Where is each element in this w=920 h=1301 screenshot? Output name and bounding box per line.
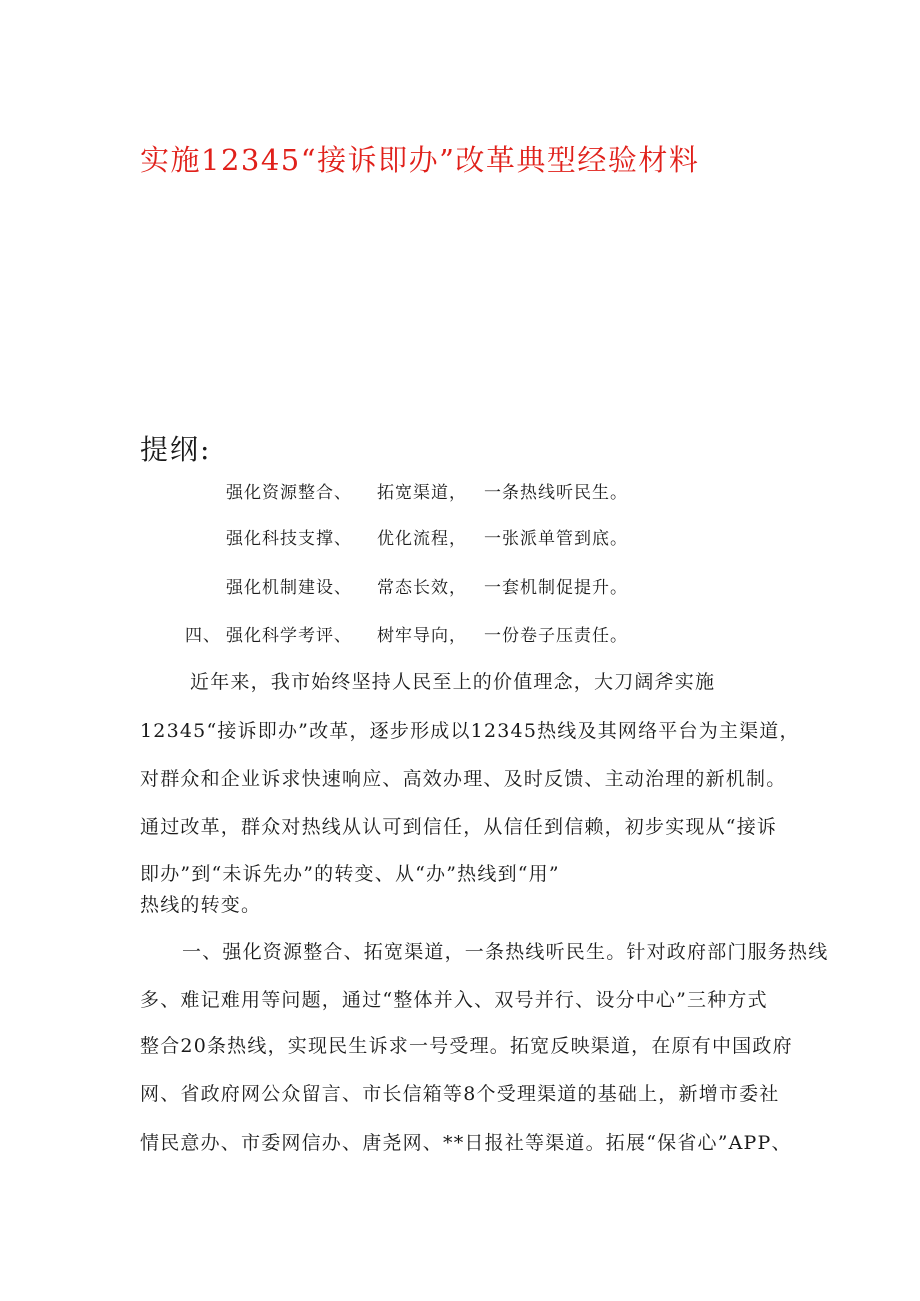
outline-item-4-part-b: 树牢导向， (377, 626, 467, 646)
paragraph-1-line-3: 对群众和企业诉求快速响应、高效办理、及时反馈、主动治理的新机制。 (140, 768, 787, 790)
outline-item-2-part-a: 强化科技支撑、 (226, 529, 352, 549)
outline-item-4-part-a: 强化科学考评、 (226, 626, 352, 646)
outline-item-2-part-b: 优化流程， (377, 529, 467, 549)
paragraph-2-line-1: 一、强化资源整合、拓宽渠道，一条热线听民生。针对政府部门服务热线 (182, 941, 829, 963)
outline-item-3 (226, 573, 628, 598)
paragraph-1-line-1: 近年来，我市始终坚持人民至上的价值理念，大刀阔斧实施 (190, 671, 716, 693)
paragraph-2-line-2: 多、难记难用等问题，通过“整体并入、双号并行、设分中心”三种方式 (140, 989, 768, 1011)
document-title: 实施12345“接诉即办”改革典型经验材料 (140, 143, 700, 177)
paragraph-2-line-4: 网、省政府网公众留言、市长信箱等8个受理渠道的基础上，新增市委社 (140, 1083, 780, 1105)
outline-item-2 (226, 524, 628, 549)
outline-item-3-part-a: 强化机制建设、 (226, 578, 352, 598)
outline-item-3-part-b: 常态长效， (377, 578, 467, 598)
outline-item-1-part-b: 拓宽渠道， (377, 483, 467, 503)
paragraph-1-line-6: 热线的转变。 (140, 894, 262, 916)
outline-item-4-prefix: 四、 (185, 626, 221, 646)
outline-item-2-part-c: 一张派单管到底。 (484, 529, 628, 549)
outline-heading: 提纲: (140, 433, 212, 466)
outline-item-1 (226, 478, 628, 503)
outline-item-3-part-c: 一套机制促提升。 (484, 578, 628, 598)
paragraph-2-line-3: 整合20条热线，实现民生诉求一号受理。拓宽反映渠道，在原有中国政府 (140, 1035, 793, 1057)
paragraph-2-line-5: 情民意办、市委网信办、唐尧网、**日报社等渠道。拓展“保省心”APP、 (140, 1132, 792, 1154)
outline-item-4-part-c: 一份卷子压责任。 (484, 626, 628, 646)
paragraph-1-line-2: 12345“接诉即办”改革，逐步形成以12345热线及其网络平台为主渠道， (140, 720, 800, 742)
outline-item-1-part-a: 强化资源整合、 (226, 483, 352, 503)
paragraph-1-line-4: 通过改革，群众对热线从认可到信任，从信任到信赖，初步实现从“接诉 (140, 816, 778, 838)
outline-item-4 (185, 621, 628, 646)
paragraph-1-line-5: 即办”到“未诉先办”的转变、从“办”热线到“用” (140, 863, 560, 885)
outline-item-1-part-c: 一条热线听民生。 (484, 483, 628, 503)
